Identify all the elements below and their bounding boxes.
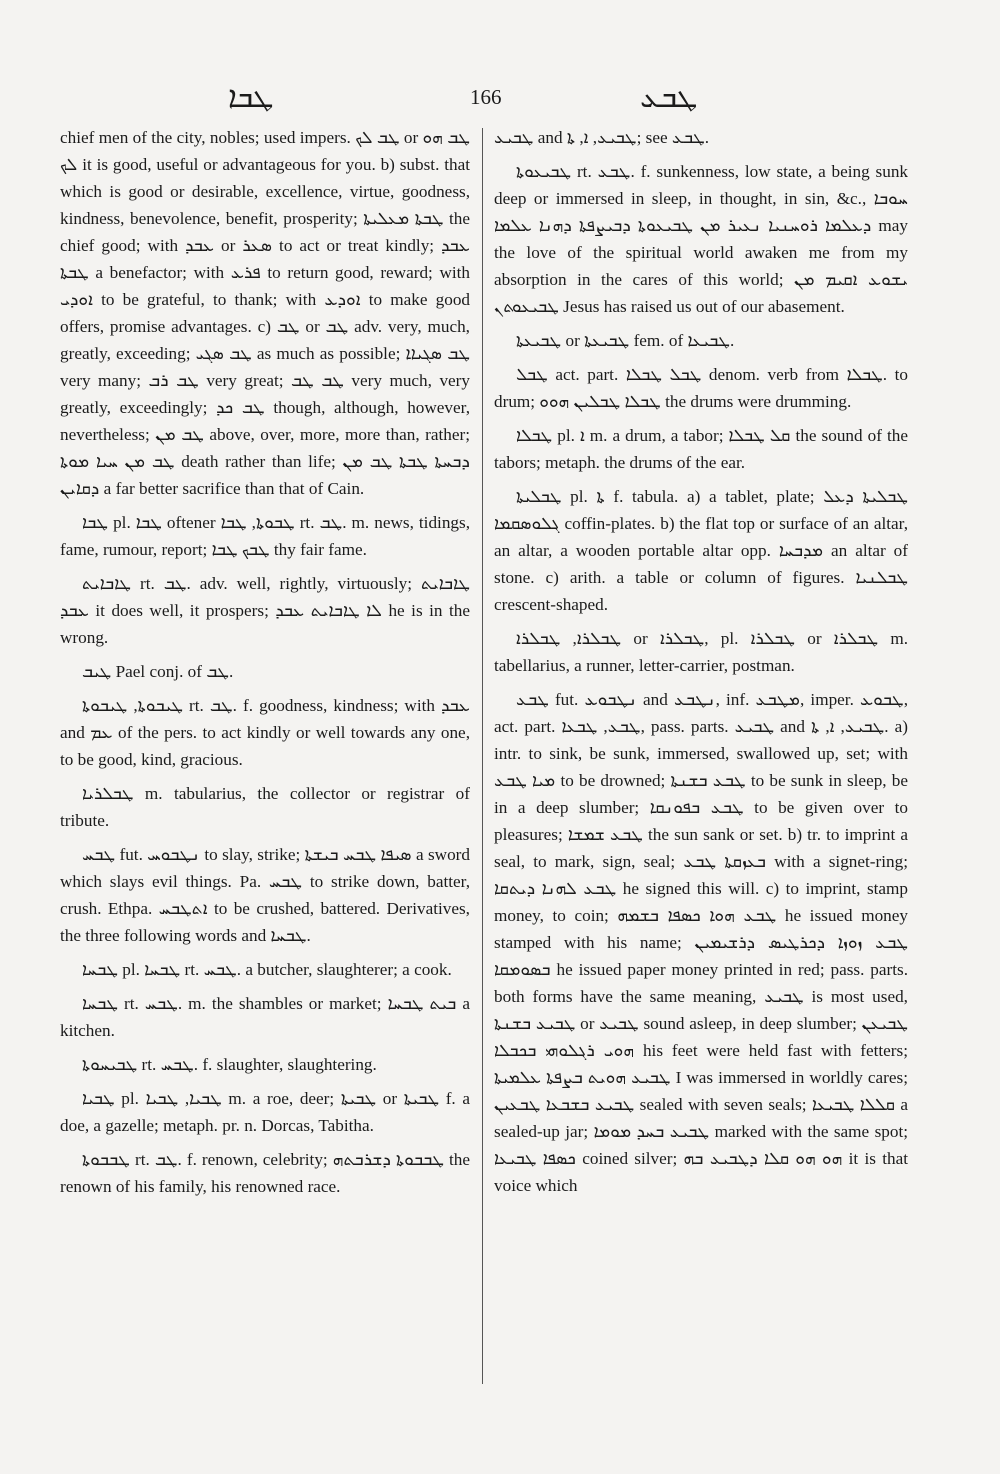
dictionary-entry [60,956,470,983]
dictionary-entry [60,692,470,773]
page-number: 166 [470,85,502,109]
right-column [494,124,908,1206]
entry-text: ܛܒܠܐ pl. ܐ m. a drum, a tabor; ܩܠ ܛܒܠܐ the sound of the tabors; metaph. the drums of the ear. [494,426,908,472]
left-column [60,124,470,1207]
entry-text: ܛܝܒ Pael conj. of ܛܒ. [82,662,234,681]
entry-text: ܛܒܝܥܬܐ or ܛܒܝܥܬܐ fem. of ܛܒܝܥܐ. [516,331,735,350]
page-header [0,78,1000,118]
entry-text: ܛܒܠ act. part. ܛܒܠ ܛܒܠܐ denom. verb from ܛܒܠܐ. to drum; ܛܒܠܐ ܛܒܠܝܢ ܗܘܘ the drums were drumming. [494,365,908,411]
dictionary-entry [60,509,470,563]
dictionary-entry [60,570,470,651]
dictionary-entry [60,1085,470,1139]
entry-text: chief men of the city, nobles; used impers. ܛܒ ܠܟ or ܛܒ ܗܘ ܠܟ it is good, useful or advantageous for you. b) subst. that which is good or desirable, excellence, virtue, goodness, kindness, benevolence, benefit, prosperity; ܛܒܬܐ ܡܥܠܝܬܐ the chief good; with ܥܒܕ or ܣܥܪ to act or treat kindly; ܥܒܕ ܛܒܬܐ a benefactor; with ܦܪܥ to return good, reward; with ܐܘܕܝ to be grateful, to thank; with ܐܘܕܥ to make good offers, promise advantages. c) ܛܒ or ܛܒ adv. very, much, greatly, exceeding; ܛܒ ܣܓܝ as much as possible; ܛܒ ܣܓܝܐܐ very many; ܛܒ ܪܒ very great; ܛܒ ܛܒ very much, very greatly, exceedingly; ܛܒ ܟܕ though, although, however, nevertheless; ܛܒ ܡܢ above, over, more, more than, rather; ܛܒ ܡܢ ܚܝܐ ܡܘܬܐ death rather than life; ܕܒܚܬܐ ܛܒܬܐ ܛܒ ܡܢ ܕܩܐܝܢ a far better sacrifice than that of Cain. [60,128,471,498]
dictionary-entry [494,625,908,679]
entry-text: ܛܒܚܐ pl. ܛܒܚܐ rt. ܛܒܚ. a butcher, slaughterer; a cook. [82,960,452,979]
entry-text: ܛܒܝܥܘܬܐ rt. ܛܒܥ. f. sunkenness, low state, a being sunk deep or immersed in sleep, in thought, in sin, &c., ܚܘܒܐ ܕܥܠܡܐ ܪܘܚܢܝܐ ܢܥܝܪ ܡܢ ܛܒܝܥܘܬܐ ܕܒܝܨܦܬܐ ܕܗܢܐ ܥܠܡܐ may the love of the spiritual world awaken me from my absorption in the cares of this world; ܝܫܘܥ ܐܩܝܡ ܡܢ ܛܒܝܥܘܬܢ Jesus has raised us out of our abasement. [494,162,909,316]
dictionary-entry [494,422,908,476]
dictionary-entry [494,361,908,415]
entry-text: ܛܝܒܘܬܐ, ܛܝܒܘܬܐ rt. ܛܒ. f. goodness, kindness; with ܥܒܕ and ܥܡ of the pers. to act kindly or well towards any one, to be good, kind, gracious. [60,696,470,769]
entry-text: ܛܒܠܪܝܐ m. tabularius, the collector or registrar of tribute. [60,784,470,830]
entry-text: ܛܒܝܐ pl. ܛܒܝܐ, ܛܒܝܐ m. a roe, deer; ܛܒܝܬܐ or ܛܒܝܬܐ f. a doe, a gazelle; metaph. pr. n. Dorcas, Tabitha. [60,1089,470,1135]
dictionary-entry [60,658,470,685]
entry-text: ܛܒܚܐ rt. ܛܒܚ. m. the shambles or market; ܒܝܬ ܛܒܚܐ a kitchen. [60,994,470,1040]
column-divider [482,128,483,1384]
dictionary-entry [60,841,470,949]
entry-text: ܛܒܠܪܐ, ܛܒܠܪܐ or ܛܒܠܪܐ, pl. ܛܒܠܪܐ or ܛܒܠܪܐ m. tabellarius, a runner, letter-carrier, postman. [494,629,908,675]
entry-text: ܛܐܒܐܝܬ rt. ܛܒ. adv. well, rightly, virtuously; ܛܐܒܐܝܬ ܥܒܕ it does well, it prospers; ܠܐ ܛܐܒܐܝܬ ܥܒܕ he is in the wrong. [60,574,470,647]
dictionary-entry [494,327,908,354]
dictionary-entry [494,158,908,320]
dictionary-entry [60,1146,470,1200]
dictionary-entry [494,686,908,1199]
dictionary-entry [60,1051,470,1078]
entry-text: ܛܒܒܘܬܐ rt. ܛܒ. f. renown, celebrity; ܛܒܒܘܬܐ ܕܫܪܒܬܗ the renown of his family, his renowned race. [60,1150,471,1196]
dictionary-entry [494,483,908,618]
entry-text: ܛܒܝܚܘܬܐ rt. ܛܒܚ. f. slaughter, slaughtering. [82,1055,377,1074]
entry-text: ܛܒܐ pl. ܛܒܐ oftener ܛܒܘܬܐ, ܛܒܐ rt. ܛܒ. m. news, tidings, fame, rumour, report; ܛܒܟ ܛܒܐ thy fair fame. [60,513,470,559]
dictionary-entry [494,124,908,151]
entry-text: ܛܒܥ fut. ܢܛܒܘܥ and ܢܛܒܥ, inf. ܡܛܒܥ, imper. ܛܒܘܥ, act. part. ܛܒܥ, ܛܒܥܐ, pass. parts. ܛܒܝܥ and ܛܒܝܥ, ܐ, ܬܐ. a) intr. to sink, be sunk, immersed, swallowed up, set; with ܡܝܐ ܛܒܥ to be drowned; ܛܒܥ ܒܫܢܬܐ to be sunk in sleep, be in a deep slumber; ܛܒܥ ܒܦܘܢܩܐ to be given over to pleasures; ܛܒܥ ܫܡܫܐ the sun sank or set. b) tr. to imprint a seal, to mark, sign, seal; ܒܥܙܩܬܐ ܛܒܥ with a signet-ring; ܛܒܥ ܠܗܢܐ ܕܝܬܩܐ he signed this will. c) to imprint, stamp money, to coin; ܛܒܥ ܗܘܐ ܟܣܦܐ ܒܫܡܗ he issued money stamped with his name; ܛܒܥ ܙܘܙܐ ܕܟܪܛܝܣ ܕܪܫܝܡܝܢ ܒܣܘܡܩܐ he issued paper money printed in red; pass. parts. both forms have the same meaning, ܛܒܝܥ is most used, ܛܒܝܥ ܒܫܢܬܐ or ܛܒܝܥ sound asleep, in deep slumber; ܛܒܝܥܢ ܗܘܝ ܪܓܠܘܗܝ ܒܟܒܠܐ his feet were held fast with fetters; ܛܒܝܥ ܗܘܝܬ ܒܨܦܬܐ ܥܠܡܝܬܐ I was immersed in worldly cares; ܛܒܝܥ ܒܫܒܥܐ ܛܒܥܝܢ sealed with seven seals; ܩܠܠܐ ܛܒܝܥܐ a sealed-up jar; ܛܒܝܥ ܒܚܕ ܡܘܡܐ marked with the same spot; ܟܣܦܐ ܛܒܝܥܐ coined silver; ܗܘ ܗܘ ܩܠܐ ܕܛܒܝܥ ܒܗ it is that voice which [494,690,909,1195]
running-headword-right: ܛܒܥ [640,80,698,115]
dictionary-entry [60,124,470,502]
running-headword-left: ܛܒܐ [228,80,274,115]
dictionary-entry [60,990,470,1044]
entry-text: ܛܒܚ fut. ܢܛܒܘܚ to slay, strike; ܣܝܦܐ ܛܒܚ ܒܝܫܬܐ a sword which slays evil things. Pa. ܛܒܚ to strike down, batter, crush. Ethpa. ܐܬܛܒܚ to be crushed, battered. Derivatives, the three following words and ܛܒܚܐ. [60,845,470,945]
dictionary-entry [60,780,470,834]
entry-text: ܛܒܠܝܬܐ pl. ܬܐ f. tabula. a) a tablet, plate; ܛܒܠܝܬܐ ܕܥܠ ܓܠܘܣܩܡܐ coffin-plates. b) the flat top or surface of an altar, an altar, a wooden portable altar opp. ܡܕܒܚܐ an altar of stone. c) arith. a table or column of figures. ܛܒܠܢܝܐ crescent-shaped. [494,487,908,614]
entry-text: ܛܒܝܥ and ܛܒܝܥ, ܐ, ܬܐ; see ܛܒܥ. [494,128,710,147]
